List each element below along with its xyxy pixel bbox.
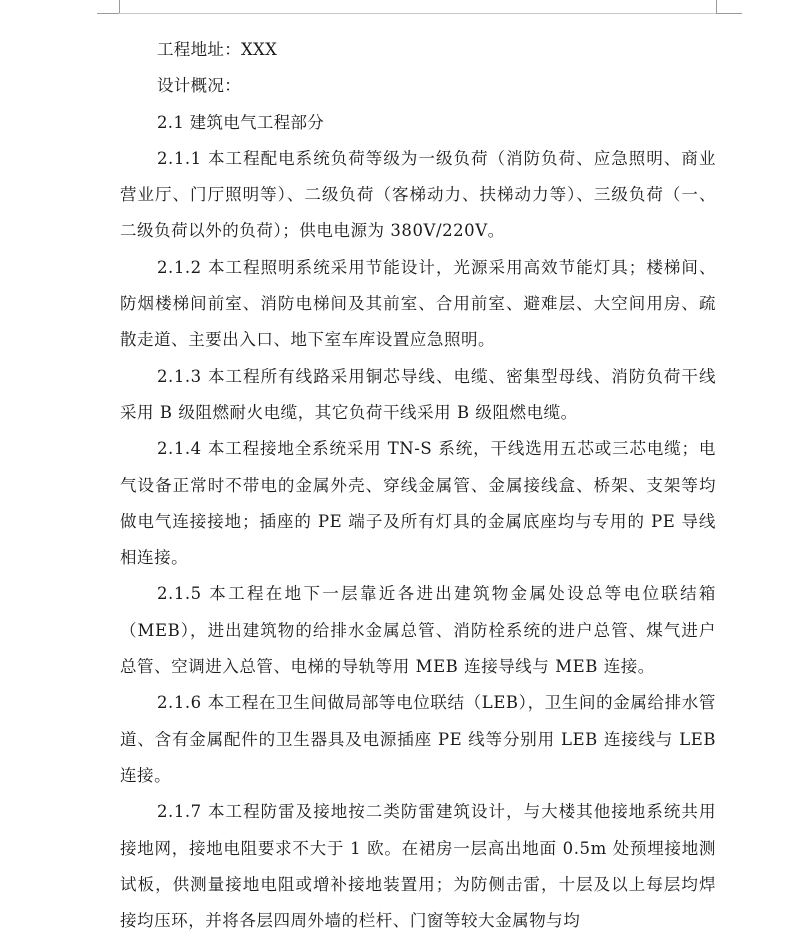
crop-mark-left-vertical: [119, 0, 120, 13]
paragraph-2-1-3: 2.1.3 本工程所有线路采用铜芯导线、电缆、密集型母线、消防负荷干线采用 B 级阻燃耐火电缆，其它负荷干线采用 B 级阻燃电缆。: [120, 366, 716, 422]
document-body: [120, 32, 716, 939]
crop-mark-top-left: [97, 13, 119, 14]
paragraph-2-1-5: 2.1.5 本工程在地下一层靠近各进出建筑物金属处设总等电位联结箱（MEB），进出建筑物的给排水金属总管、消防栓系统的进户总管、煤气进户总管、空调进入总管、电梯的导轨等用 MEB 连接导线与 MEB 连接。: [120, 584, 716, 677]
paragraph-2-1-4: 2.1.4 本工程接地全系统采用 TN-S 系统，干线选用五芯或三芯电缆；电气设备正常时不带电的金属外壳、穿线金属管、金属接线盒、桥架、支架等均做电气连接接地；插座的 PE 端子及所有灯具的金属底座均与专用的 PE 导线相连接。: [120, 439, 716, 568]
paragraph-2-1-2: 2.1.2 本工程照明系统采用节能设计，光源采用高效节能灯具；楼梯间、防烟楼梯间前室、消防电梯间及其前室、合用前室、避难层、大空间用房、疏散走道、主要出入口、地下室车库设置应急照明。: [120, 257, 716, 350]
crop-mark-right-vertical: [716, 0, 717, 13]
project-address: 工程地址：XXX: [157, 40, 278, 59]
paragraph-2-1-1: 2.1.1 本工程配电系统负荷等级为一级负荷（消防负荷、应急照明、商业营业厅、门厅照明等）、二级负荷（客梯动力、扶梯动力等）、三级负荷（一、二级负荷以外的负荷）；供电电源为 380V/220V。: [120, 148, 716, 241]
design-overview-label: 设计概况：: [157, 76, 241, 96]
header-rule: [119, 13, 716, 14]
section-heading: 2.1 建筑电气工程部分: [157, 112, 325, 132]
paragraph-2-1-6: 2.1.6 本工程在卫生间做局部等电位联结（LEB），卫生间的金属给排水管道、含有金属配件的卫生器具及电源插座 PE 线等分别用 LEB 连接线与 LEB 连接。: [120, 693, 716, 785]
paragraph-2-1-7: 2.1.7 本工程防雷及接地按二类防雷建筑设计，与大楼其他接地系统共用接地网，接地电阻要求不大于 1 欧。在裙房一层高出地面 0.5m 处预埋接地测试板，供测量接地电阻或增补接地装置用；为防侧击雷，十层及以上每层均焊接均压环，并将各层四周外墙的栏杆、门窗等较大金属物与均: [120, 802, 716, 931]
crop-mark-top-right: [716, 13, 742, 14]
